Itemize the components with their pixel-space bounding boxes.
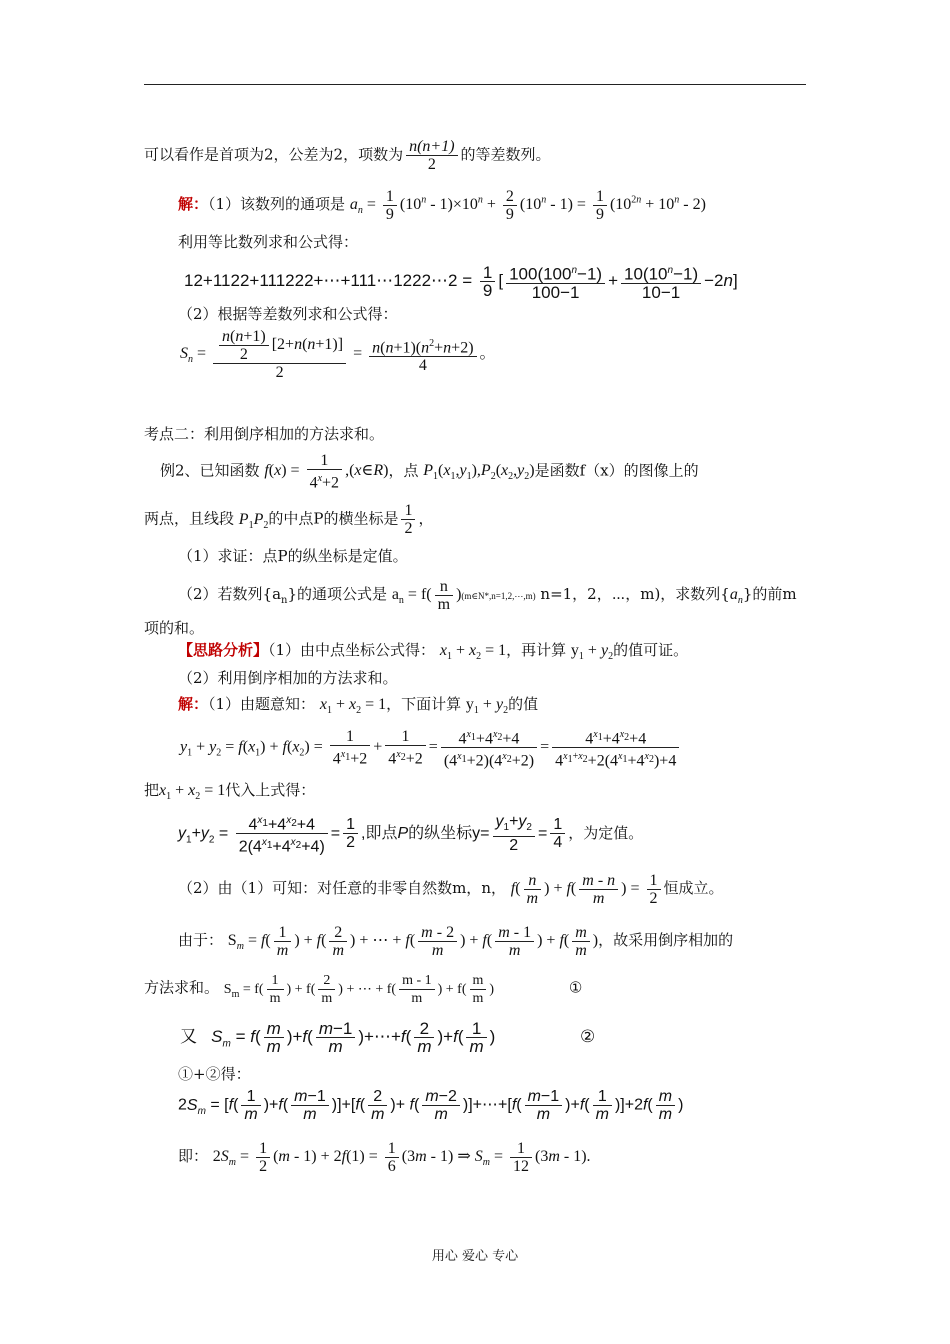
text-line: 两点，且线段 $P_1P_2$的中点P的横坐标是 $\frac{1}{2}$ ， bbox=[144, 502, 434, 537]
text-line: 可以看作是首项为2，公差为2，项数为 $\frac{n(n+1)}{2}$ 的等差数列。 bbox=[144, 138, 551, 173]
formula-line: 12+1122+111222+⋯+111⋯1222⋯2 = $\frac{1}{9}$ [ $\frac{100(100^n-1)}{100-1}$ + $\frac{10(10^n-1)}{10-1}$ −2n] bbox=[184, 262, 738, 302]
text-line: 由于： $S_m = f$( $\frac{1}{m}$ ) + f( $\frac{2}{m}$ ) + ⋯ + f( $\frac{m - 2}{m}$ ) + f( $\frac{m - 1}{m}$ ) + f( $\frac{m}{m}$ )，故采用倒序相加的 bbox=[178, 924, 734, 959]
text-line: ①+②得： bbox=[178, 1065, 251, 1083]
text-line: 把$x_1 + x_2 = 1$代入上式得： bbox=[144, 781, 316, 803]
text-line: （2）利用倒序相加的方法求和。 bbox=[178, 669, 398, 687]
text-line: 方法求和。 $S_m = f$( $\frac{1}{m}$ ) + f( $\frac{2}{m}$ ) + ⋯ + f( $\frac{m - 1}{m}$ ) + f( $\frac{m}{m}$ ) ① bbox=[144, 973, 583, 1006]
formula-line: 又 $S_m = f$( $\frac{m}{m}$ )+f( $\frac{m-1}{m}$ )+⋯+f( $\frac{2}{m}$ )+f( $\frac{1}{m}$ ) ② bbox=[180, 1019, 596, 1056]
solution-line: 解：（1）由题意知： $x_1 + x_2 = 1$，下面计算 $y_1 + y_2$的值 bbox=[178, 695, 539, 717]
text-line: （2）若数列$\{a_n\}$的通项公式是 $a_n = f$( $\frac{n}{m}$ )(m∈N*,n=1,2,⋯,m) n=1，2，⋯，m)，求数列$\{a_n\}$的前m bbox=[178, 578, 797, 613]
solution-line: 解：（1）该数列的通项是 $a_n$ = $\frac{1}{9}$ $(10^n - 1)\times 10^n$ + $\frac{2}{9}$ (10$^n$ - 1) = $\frac{1}{9}$ $(10^{2n} + 10^n - 2)$ bbox=[178, 188, 706, 223]
text-line: 项的和。 bbox=[144, 619, 205, 637]
page-footer: 用心 爱心 专心 bbox=[431, 1249, 519, 1264]
formula-line: $S_n$ = $\frac{n(n+1)}{2}$ [2+n(n+1)] 2 = $\frac{n(n+1)(n^2+n+2)}{4}$ 。 bbox=[180, 328, 496, 381]
text-line: （1）求证：点P的纵坐标是定值。 bbox=[178, 547, 408, 565]
text-line: 即： $2S_m$ = $\frac{1}{2}$ (m - 1) + 2f(1) = $\frac{1}{6}$ (3m - 1) ⇒ $S_m$ = $\frac{1}{12}$ (3m - 1). bbox=[178, 1140, 591, 1175]
formula-line: $y_1 + y_2 = f(x_1) + f(x_2)$ = $\frac{1}{4^{x_1}+2}$ + $\frac{1}{4^{x_2}+2}$ = $\frac{4^{x_1}+4^{x_2}+4}{(4^{x_1}+2)(4^{x_2}+2)}$ = $\frac{4^{x_1}+4^{x_2}+4}{4^{x_1+x_2}+2(4^{x_1}+4^{x_2})+4}$ bbox=[180, 726, 682, 770]
text-line: 利用等比数列求和公式得： bbox=[178, 233, 359, 251]
section-heading: 考点二：利用倒序相加的方法求和。 bbox=[144, 425, 385, 443]
header-rule bbox=[144, 84, 806, 85]
formula-line: $2S_m = [f$( $\frac{1}{m}$ )+f( $\frac{m-1}{m}$ )]+[f( $\frac{2}{m}$ )+ f( $\frac{m-2}{m}$ )]+⋯+[f( $\frac{m-1}{m}$ )+f( $\frac{1}{m}$ )]+2f( $\frac{m}{m}$ ) bbox=[178, 1088, 684, 1123]
text-line: （2）由（1）可知：对任意的非零自然数m，n， f( $\frac{n}{m}$ ) + f( $\frac{m - n}{m}$ ) = $\frac{1}{2}$ 恒成立。 bbox=[178, 872, 724, 907]
text-line: 【思路分析】（1）由中点坐标公式得： $x_1 + x_2 = 1$，再计算 $y_1 + y_2$的值可证。 bbox=[178, 641, 689, 663]
formula-line: $y_1+y_2$ = $\frac{4^{x_1}+4^{x_2}+4}{2(4^{x_1}+4^{x_2}+4)}$ = $\frac{1}{2}$ ,即点P的纵坐标y= $\frac{y_1+y_2}{2}$ = $\frac{1}{4}$ ，为定值。 bbox=[178, 813, 644, 856]
text-line: 例2、已知函数 f(x) = $\frac{1}{4^x+2}$ ,(x∈R)，点 $P_1(x_1,y_1),P_2(x_2,y_2)$是函数f（x）的图像上的 bbox=[160, 452, 699, 492]
text-line: （2）根据等差数列求和公式得： bbox=[178, 305, 398, 323]
